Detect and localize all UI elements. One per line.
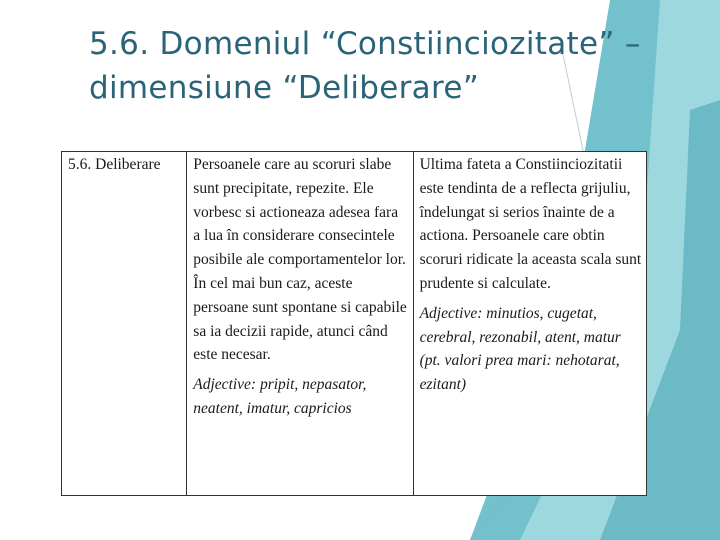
definition-table (61, 151, 647, 496)
low-scores-text: Persoanele care au scoruri slabe sunt precipitate, repezite. Ele vorbesc si actioneaza adesea fara a lua în considerare consecintele posibile ale comportamentelor lor. În cel mai bun caz, aceste persoane sunt spontane si capabile sa ia decizii rapide, atunci când este necesar. (193, 156, 407, 364)
low-scores-cell (187, 152, 413, 496)
high-scores-text: Ultima fateta a Constiinciozitatii este tendinta de a reflecta grijuliu, îndelungat si serios înainte de a actiona. Persoanele care obtin scoruri ridicate la aceasta scala sunt prudente si calculate. (419, 156, 642, 292)
low-scores-adjectives: Adjective: pripit, nepasator, neatent, imatur, capricios (193, 376, 367, 417)
facet-label: 5.6. Deliberare (68, 156, 161, 173)
facet-label-cell (62, 152, 187, 496)
slide-title-line-1: 5.6. Domeniul “Constiinciozitate” – (89, 26, 641, 62)
high-scores-adjectives: Adjective: minutios, cugetat, cerebral, rezonabil, atent, matur (pt. valori prea mari: nehotarat, ezitant) (419, 304, 621, 394)
table-row (62, 152, 647, 496)
slide-title (89, 22, 689, 110)
slide-title-line-2: dimensiune “Deliberare” (89, 70, 480, 106)
high-scores-cell (413, 152, 646, 496)
